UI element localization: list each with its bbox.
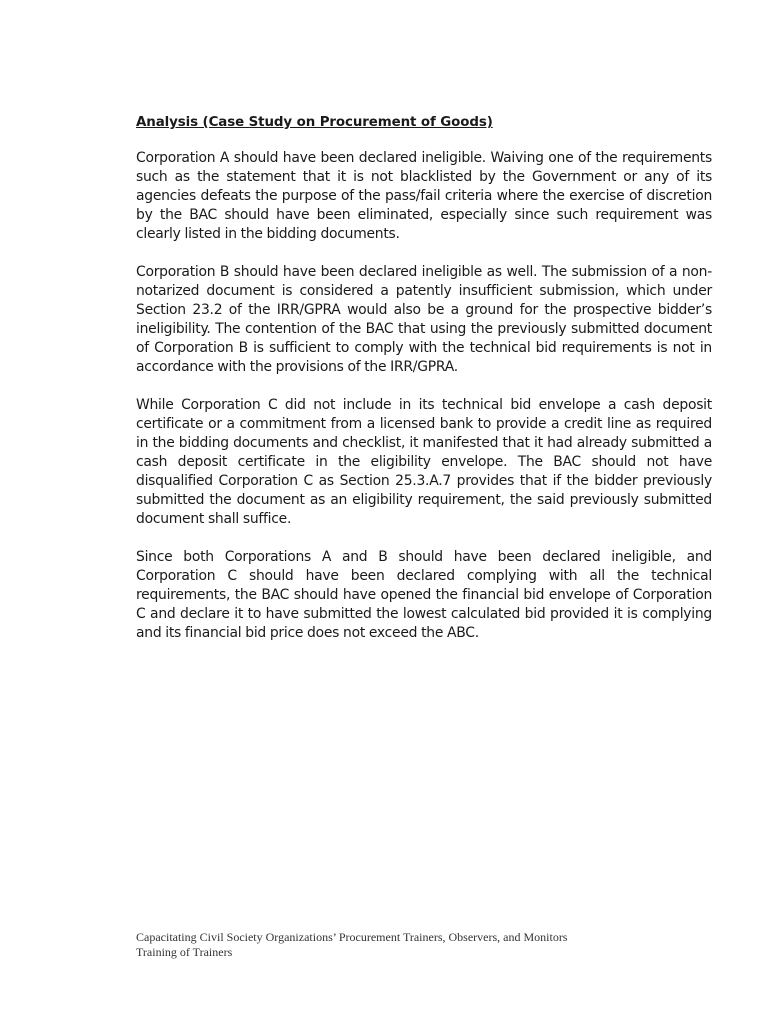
document-body — [136, 113, 712, 662]
paragraph-corporation-a: Corporation A should have been declared ineligible. Waiving one of the requirements such as the statement that it is not blacklisted by the Government or any of its agencies defeats the purpose of the pass/fail criteria where the exercise of discretion by the BAC should have been eliminated, especially since such requirement was clearly listed in the bidding documents. — [136, 150, 712, 242]
paragraph-corporation-c: While Corporation C did not include in its technical bid envelope a cash deposit certificate or a commitment from a licensed bank to provide a credit line as required in the bidding documents and checklist, it manifested that it had already submitted a cash deposit certificate in the eligibility envelope. The BAC should not have disqualified Corporation C as Section 25.3.A.7 provides that if the bidder previously submitted the document as an eligibility requirement, the said previously submitted document shall suffice. — [136, 397, 712, 527]
footer-program-title: Capacitating Civil Society Organizations’ Procurement Trainers, Observers, and Monitors — [136, 930, 568, 944]
paragraph-corporation-b: Corporation B should have been declared ineligible as well. The submission of a non-notarized document is considered a patently insufficient submission, which under Section 23.2 of the IRR/GPRA would also be a ground for the prospective bidder’s ineligibility. The contention of the BAC that using the previously submitted document of Corporation B is sufficient to comply with the technical bid requirements is not in accordance with the provisions of the IRR/GPRA. — [136, 264, 712, 375]
page-footer — [136, 930, 696, 960]
paragraph-conclusion: Since both Corporations A and B should have been declared ineligible, and Corporation C should have been declared complying with all the technical requirements, the BAC should have opened the financial bid envelope of Corporation C and declare it to have submitted the lowest calculated bid provided it is complying and its financial bid price does not exceed the ABC. — [136, 549, 712, 641]
footer-subtitle: Training of Trainers — [136, 945, 233, 959]
section-heading: Analysis (Case Study on Procurement of Goods) — [136, 115, 493, 130]
